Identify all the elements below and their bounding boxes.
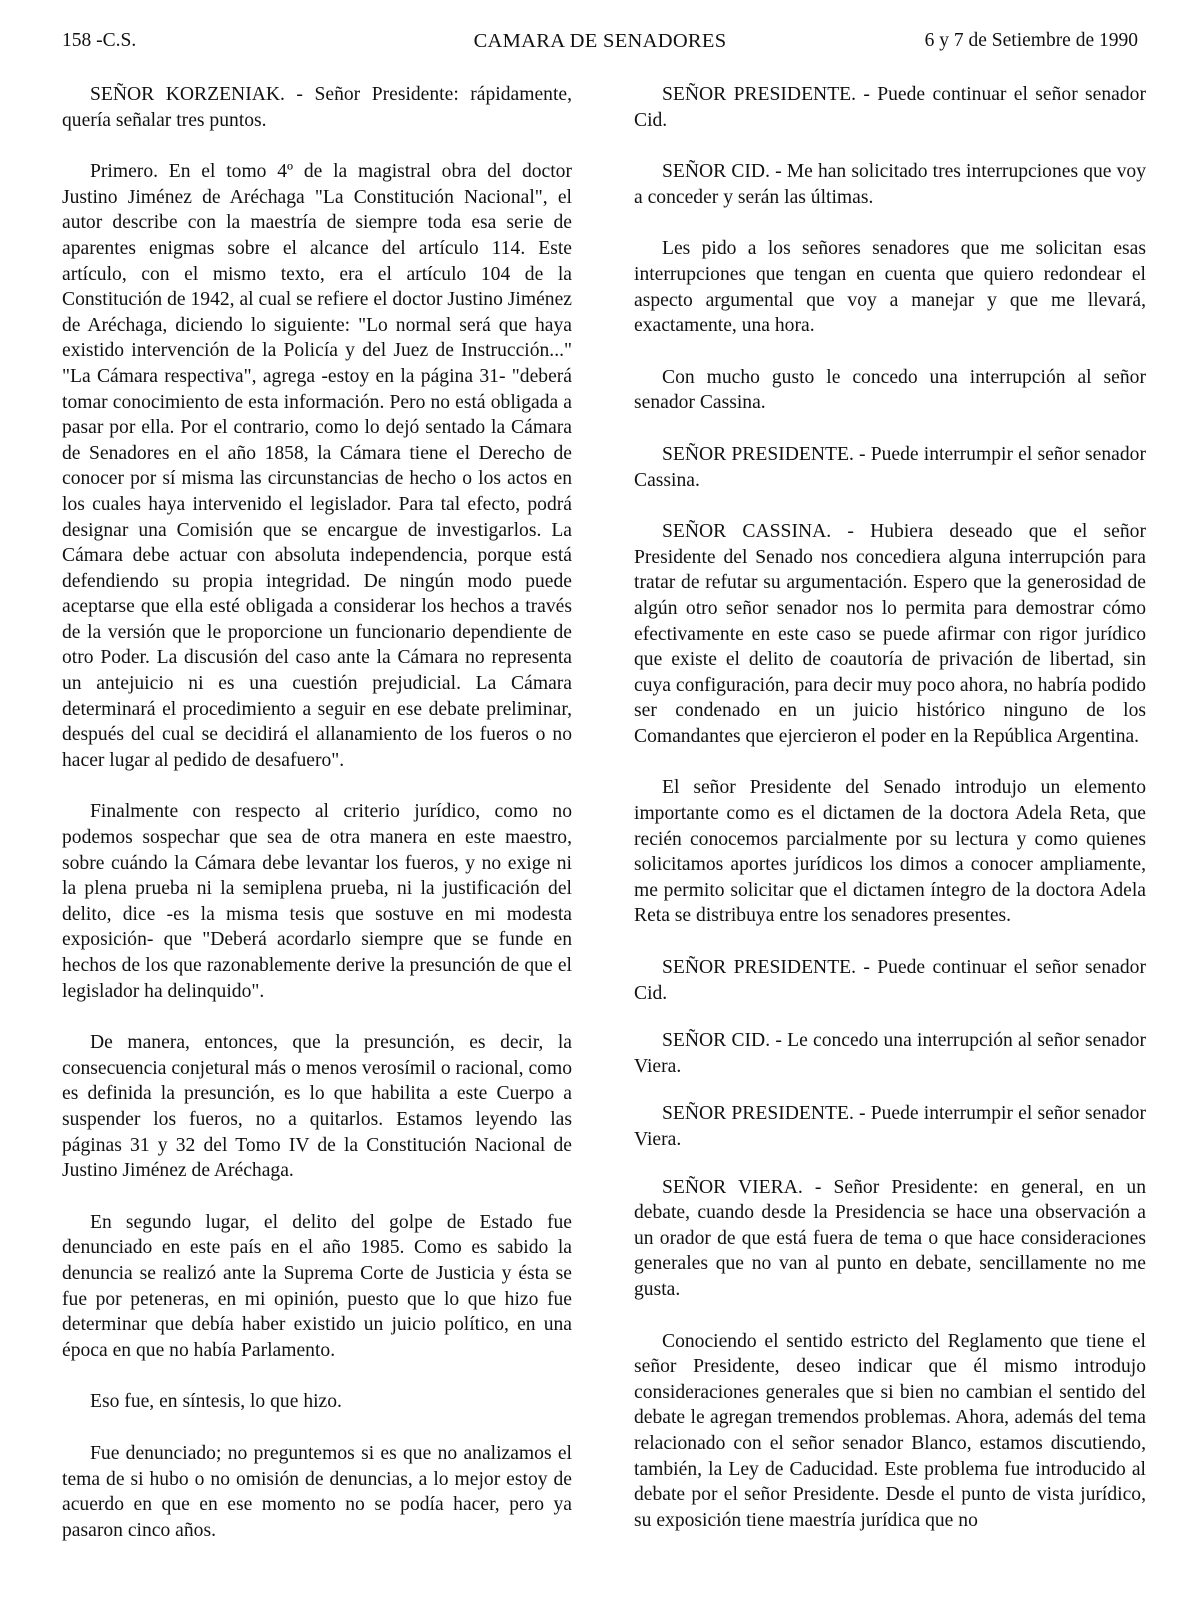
right-column: [634, 82, 1146, 1559]
paragraph: En segundo lugar, el delito del golpe de Estado fue denunciado en este país en el año 1985. Como es sabido la denuncia se realizó ante la Suprema Corte de Justicia y ésta se fue por peteneras, en mi opinión, puesto que lo que hizo fue determinar que debía haber existido un juicio político, en una época en que no había Parlamento.: [62, 1211, 572, 1361]
paragraph: Fue denunciado; no preguntemos si es que no analizamos el tema de si hubo o no omisión de denuncias, a lo mejor estoy de acuerdo en que en ese momento no se podía hacer, pero ya pasaron cinco años.: [62, 1442, 572, 1541]
page-number: 158 -C.S.: [62, 30, 137, 51]
paragraph: SEÑOR VIERA. - Señor Presidente: en general, en un debate, cuando desde la Presidencia se hace una observación a un orador de que está fuera de tema o que hace consideraciones generales que no van al punto en debate, sencillamente no me gusta.: [634, 1176, 1146, 1300]
paragraph: Eso fue, en síntesis, lo que hizo.: [90, 1391, 342, 1413]
session-date: 6 y 7 de Setiembre de 1990: [924, 30, 1138, 51]
paragraph: De manera, entonces, que la presunción, es decir, la consecuencia conjetural más o menos verosímil o racional, como es definida la presunción, es lo que habilita a este Cuerpo a suspender los fueros, no a quitarlos. Estamos leyendo las páginas 31 y 32 del Tomo IV de la Constitución Nacional de Justino Jiménez de Aréchaga.: [62, 1032, 572, 1182]
page-title: CAMARA DE SENADORES: [473, 30, 727, 52]
paragraph: SEÑOR PRESIDENTE. - Puede continuar el señor senador Cid.: [634, 84, 1146, 131]
paragraph: SEÑOR PRESIDENTE. - Puede interrumpir el señor senador Cassina.: [634, 443, 1146, 491]
paragraph: SEÑOR CID. - Me han solicitado tres interrupciones que voy a conceder y serán las últimas.: [634, 161, 1146, 208]
left-column: [62, 82, 572, 1569]
paragraph: SEÑOR KORZENIAK. - Señor Presidente: rápidamente, quería señalar tres puntos.: [62, 84, 572, 131]
page-header: [62, 30, 1138, 60]
paragraph: Finalmente con respecto al criterio jurídico, como no podemos sospechar que sea de otra manera en este maestro, sobre cuándo la Cámara debe levantar los fueros, y no exige ni la plena prueba ni la semiplena prueba, ni la justificación del delito, dice -es la misma tesis que sostuve en mi modesta exposición- que "Deberá acordarlo siempre que se funde en hechos de los que razonablemente derive la presunción de que el legislador ha delinquido".: [62, 801, 572, 1002]
paragraph: SEÑOR CID. - Le concedo una interrupción al señor senador Viera.: [634, 1030, 1146, 1077]
paragraph: Con mucho gusto le concedo una interrupción al señor senador Cassina.: [634, 366, 1146, 414]
paragraph: El señor Presidente del Senado introdujo un elemento importante como es el dictamen de la doctora Adela Reta, que recién conocemos parcialmente por su lectura y como quienes solicitamos aportes jurídicos los dimos a conocer ampliamente, me permito solicitar que el dictamen íntegro de la doctora Adela Reta se distribuya entre los senadores presentes.: [634, 777, 1146, 927]
paragraph: Conociendo el sentido estricto del Reglamento que tiene el señor Presidente, deseo indicar que él mismo introdujo consideraciones generales que si bien no cambian el sentido del debate le agregan tremendos problemas. Ahora, además del tema relacionado con el señor senador Blanco, estamos discutiendo, también, la Ley de Caducidad. Este problema fue introducido al debate por el señor Presidente. Desde el punto de vista jurídico, su exposición tiene maestría jurídica que no: [634, 1330, 1146, 1531]
paragraph: SEÑOR PRESIDENTE. - Puede interrumpir el señor senador Viera.: [634, 1103, 1146, 1150]
paragraph: Primero. En el tomo 4º de la magistral obra del doctor Justino Jiménez de Aréchaga "La Constitución Nacional", el autor describe con la maestría de siempre toda esa serie de aparentes enigmas sobre el alcance del artículo 114. Este artículo, con el mismo texto, era el artículo 104 de la Constitución de 1942, al cual se refiere el doctor Justino Jiménez de Aréchaga, diciendo lo siguiente: "Lo normal será que haya existido intervención de la Policía y del Juez de Instrucción..." "La Cámara respectiva", agrega -estoy en la página 31- "deberá tomar conocimiento de esta información. Pero no está obligada a pasar por ella. Por el contrario, como lo dejó sentado la Cámara de Senadores en el año 1858, la Cámara tiene el Derecho de conocer por sí misma las circunstancias de hecho o los actos en los cuales haya intervenido el legislador. Para tal efecto, podrá designar una Comisión que se encargue de investigarlos. La Cámara debe actuar con absoluta independencia, porque está defendiendo su propia integridad. De ningún modo puede aceptarse que ella esté obligada a considerar los hechos a través de la versión que le proporcione un funcionario dependiente de otro Poder. La discusión del caso ante la Cámara no representa un antejuicio ni es una cuestión prejudicial. La Cámara determinará el procedimiento a seguir en ese debate preliminar, después del cual se decidirá el allanamiento de los fueros o no hacer lugar al pedido de desafuero".: [62, 161, 572, 771]
paragraph: SEÑOR PRESIDENTE. - Puede continuar el señor senador Cid.: [634, 957, 1146, 1004]
paragraph: Les pido a los señores senadores que me solicitan esas interrupciones que tengan en cuenta que quiero redondear el aspecto argumental que voy a manejar y que me llevará, exactamente, una hora.: [634, 238, 1146, 337]
paragraph: SEÑOR CASSINA. - Hubiera deseado que el señor Presidente del Senado nos concediera alguna interrupción para tratar de refutar su argumentación. Espero que la generosidad de algún otro señor senador nos lo permita para demostrar cómo efectivamente en este caso se puede afirmar con rigor jurídico que existe el delito de coautoría de privación de libertad, sin cuya configuración, para decir muy poco ahora, no habría podido ser condenado en un juicio histórico ninguno de los Comandantes que ejercieron el poder en la República Argentina.: [634, 521, 1146, 747]
